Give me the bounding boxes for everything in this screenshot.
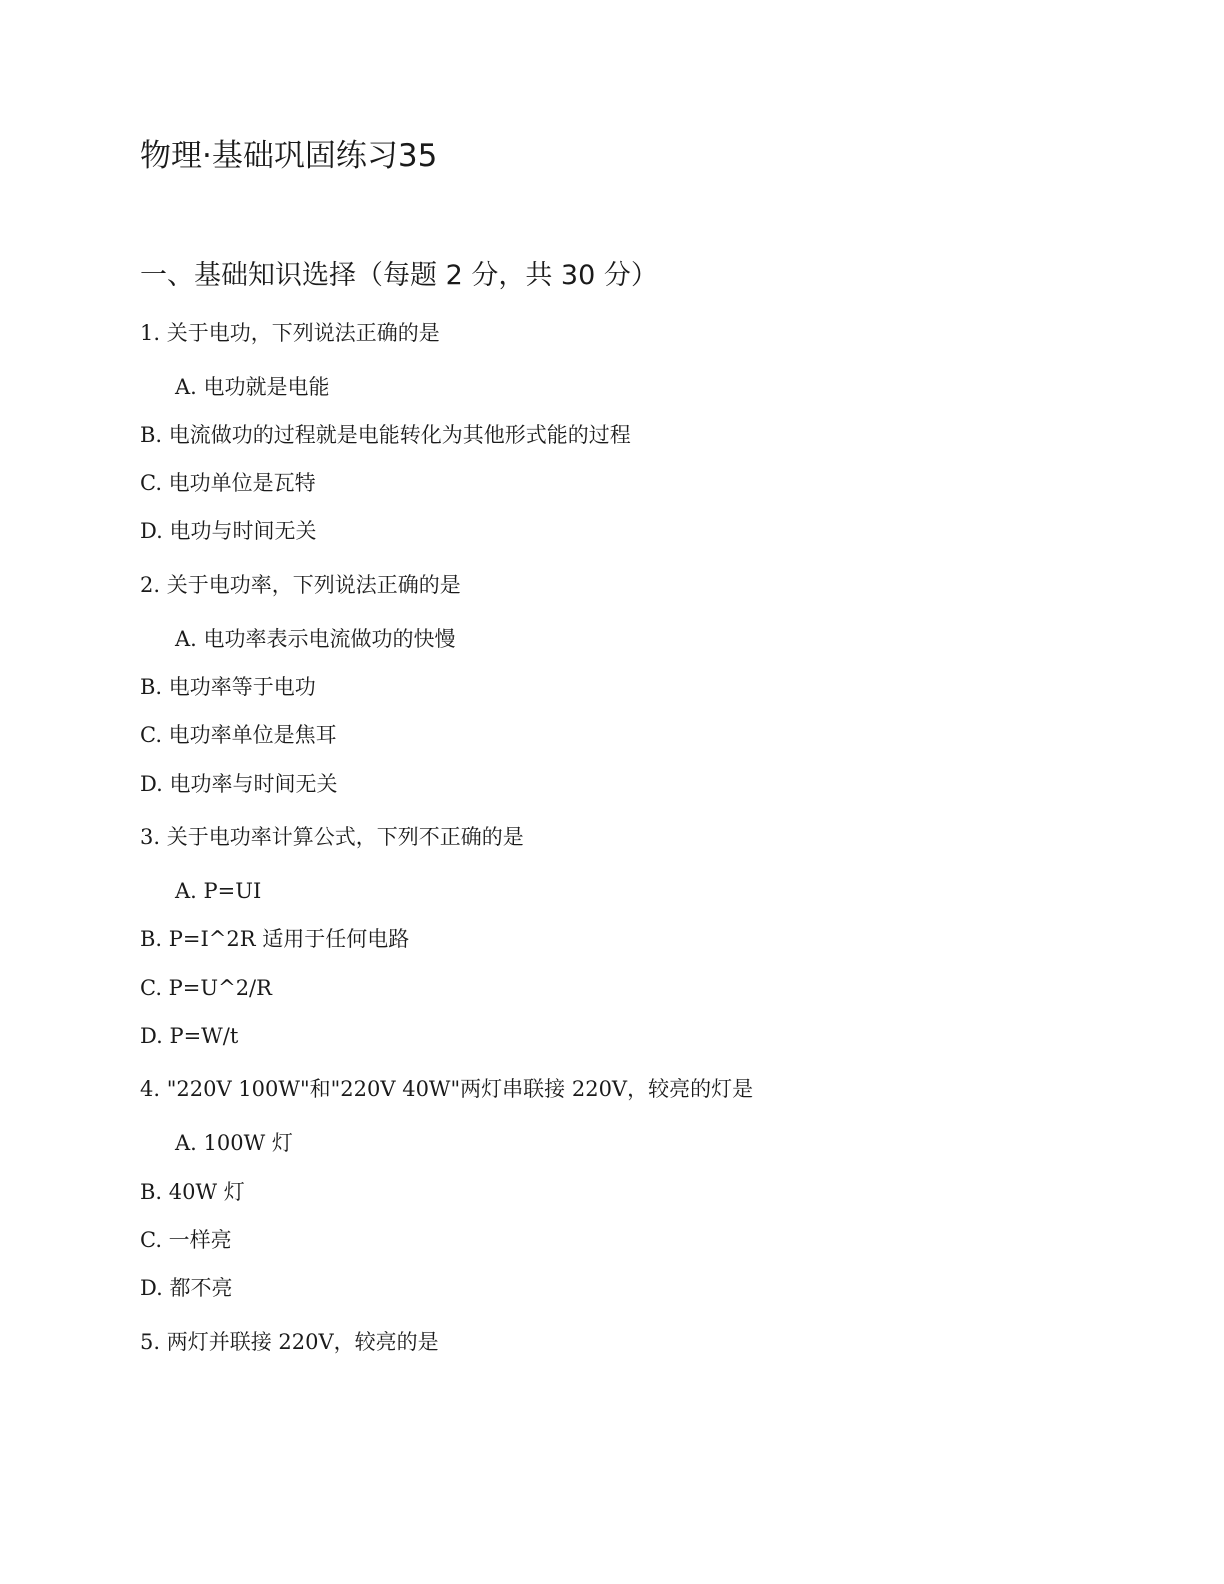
section-heading: 一、基础知识选择（每题 2 分，共 30 分） (140, 260, 658, 291)
question-4-option-b: B. 40W 灯 (140, 1180, 245, 1204)
question-5-stem: 5. 两灯并联接 220V，较亮的是 (140, 1330, 439, 1354)
question-3-option-a: A. P=UI (175, 879, 262, 903)
question-1-option-b: B. 电流做功的过程就是电能转化为其他形式能的过程 (140, 423, 631, 447)
question-1-stem: 1. 关于电功，下列说法正确的是 (140, 321, 440, 345)
question-1-option-d: D. 电功与时间无关 (140, 519, 317, 543)
question-3-option-b: B. P=I^2R 适用于任何电路 (140, 927, 410, 951)
page-title: 物理·基础巩固练习35 (140, 138, 438, 174)
question-4-option-c: C. 一样亮 (140, 1228, 232, 1252)
question-1-option-c: C. 电功单位是瓦特 (140, 471, 316, 495)
question-2-option-d: D. 电功率与时间无关 (140, 772, 338, 796)
question-3-stem: 3. 关于电功率计算公式，下列不正确的是 (140, 825, 524, 849)
question-2-option-c: C. 电功率单位是焦耳 (140, 723, 337, 747)
question-4-stem: 4. "220V 100W"和"220V 40W"两灯串联接 220V，较亮的灯是 (140, 1077, 754, 1101)
question-3-option-c: C. P=U^2/R (140, 976, 272, 1000)
question-2-option-a: A. 电功率表示电流做功的快慢 (175, 627, 456, 651)
question-2-option-b: B. 电功率等于电功 (140, 675, 316, 699)
question-2-stem: 2. 关于电功率，下列说法正确的是 (140, 573, 461, 597)
question-4-option-d: D. 都不亮 (140, 1276, 233, 1300)
question-3-option-d: D. P=W/t (140, 1024, 239, 1048)
question-1-option-a: A. 电功就是电能 (175, 375, 330, 399)
question-4-option-a: A. 100W 灯 (175, 1131, 293, 1155)
